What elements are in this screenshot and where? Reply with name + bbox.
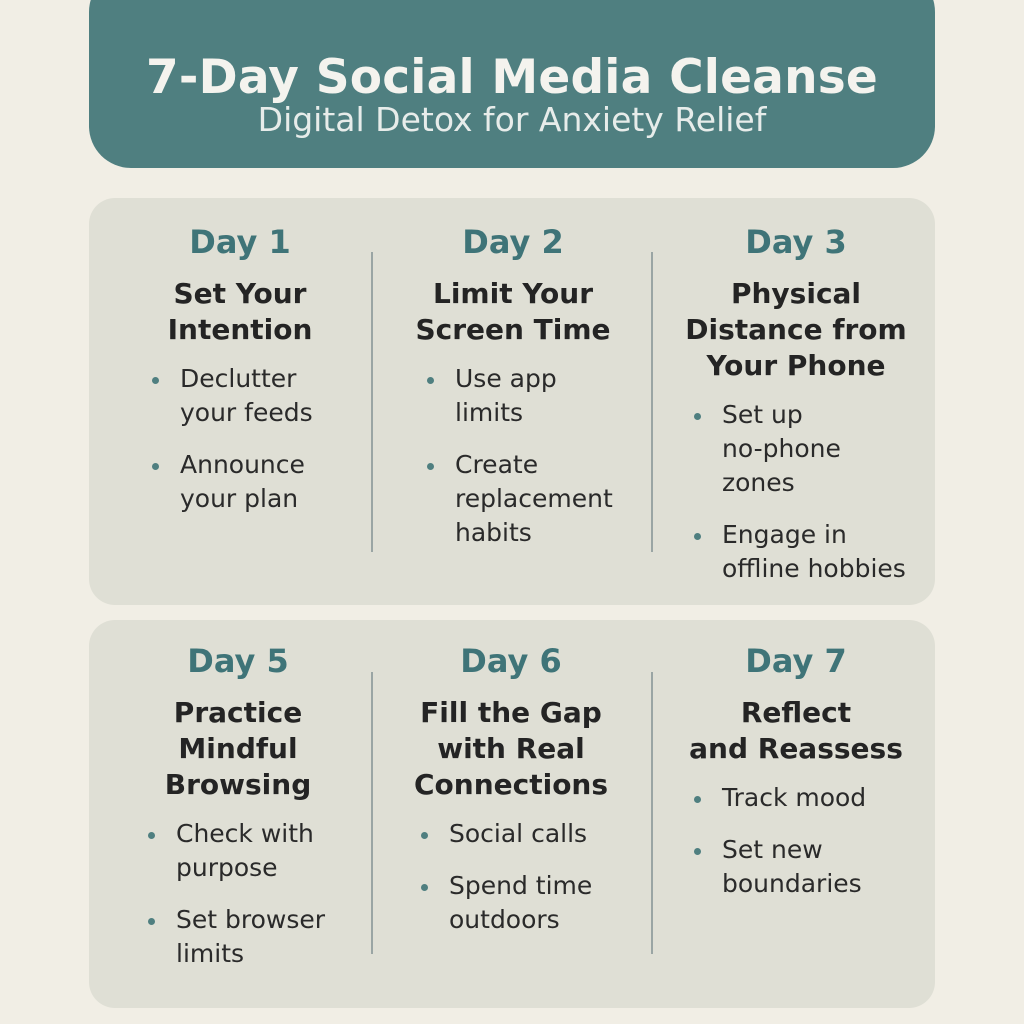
bullet-dot-icon	[421, 884, 428, 891]
list-item-line: outdoors	[449, 905, 560, 934]
list-item	[146, 817, 368, 885]
heading-line: Your Phone	[706, 349, 886, 382]
list-item-line: your plan	[180, 484, 299, 513]
list-item-line: Announce	[180, 450, 305, 479]
column-divider	[651, 252, 653, 552]
list-item-line: purpose	[176, 853, 278, 882]
list-item-line: Set up	[722, 400, 803, 429]
heading-line: Fill the Gap	[420, 696, 602, 729]
day-card	[664, 641, 928, 919]
list-item-line: replacement	[455, 484, 613, 513]
bullet-dot-icon	[152, 463, 159, 470]
list-item-line: Spend time	[449, 871, 593, 900]
heading-line: Mindful	[178, 732, 298, 765]
bullet-list	[150, 362, 370, 516]
bullet-list	[425, 362, 643, 550]
bullet-dot-icon	[421, 832, 428, 839]
list-item-line: Engage in	[722, 520, 847, 549]
day-label: Day 7	[745, 642, 847, 680]
bullet-list	[692, 398, 930, 586]
heading-line: Connections	[413, 768, 609, 801]
list-item-line: no-phone	[722, 434, 841, 463]
list-item	[425, 362, 643, 430]
heading-line: Physical	[730, 277, 862, 310]
bullet-dot-icon	[152, 377, 159, 384]
heading-line: Set Your	[173, 277, 307, 310]
bullet-dot-icon	[694, 533, 701, 540]
list-item	[692, 518, 930, 586]
day-card	[383, 222, 643, 568]
page-title: 7-Day Social Media Cleanse	[146, 50, 878, 105]
list-item-line: limits	[176, 939, 245, 968]
list-item-line: Check with	[176, 819, 314, 848]
page-subtitle: Digital Detox for Anxiety Relief	[257, 100, 767, 139]
list-item	[146, 903, 368, 971]
bullet-dot-icon	[694, 796, 701, 803]
day-label: Day 3	[745, 223, 847, 261]
list-item	[692, 833, 928, 901]
list-item	[419, 817, 641, 851]
day-heading	[108, 695, 368, 803]
list-item-line: Set new	[722, 835, 823, 864]
heading-line: Screen Time	[415, 313, 611, 346]
day-card	[381, 641, 641, 955]
list-item	[150, 362, 370, 430]
bullet-dot-icon	[148, 918, 155, 925]
header-banner	[89, 0, 935, 168]
list-item	[692, 398, 930, 500]
list-item-line: Social calls	[449, 819, 588, 848]
list-item-line: Use app	[455, 364, 557, 393]
heading-line: Practice	[173, 696, 303, 729]
day-heading	[662, 276, 930, 384]
bullet-list	[419, 817, 641, 937]
list-item	[692, 781, 928, 815]
list-item-line: boundaries	[722, 869, 862, 898]
column-divider	[371, 252, 373, 552]
heading-line: Reflect	[740, 696, 852, 729]
bullet-dot-icon	[427, 463, 434, 470]
heading-line: and Reassess	[689, 732, 903, 765]
day-heading	[110, 276, 370, 348]
day-label: Day 5	[187, 642, 289, 680]
bullet-dot-icon	[694, 848, 701, 855]
heading-line: Browsing	[164, 768, 312, 801]
heading-line: Limit Your	[432, 277, 594, 310]
list-item-line: Declutter	[180, 364, 297, 393]
bullet-dot-icon	[148, 832, 155, 839]
list-item	[425, 448, 643, 550]
bullet-dot-icon	[694, 413, 701, 420]
list-item-line: Set browser	[176, 905, 326, 934]
list-item-line: your feeds	[180, 398, 313, 427]
bullet-dot-icon	[427, 377, 434, 384]
list-item-line: zones	[722, 468, 795, 497]
day-label: Day 2	[462, 223, 564, 261]
day-heading	[383, 276, 643, 348]
column-divider	[651, 672, 653, 954]
bullet-list	[146, 817, 368, 971]
day-label: Day 1	[189, 223, 291, 261]
bullet-list	[692, 781, 928, 901]
day-label: Day 6	[460, 642, 562, 680]
list-item-line: habits	[455, 518, 532, 547]
heading-line: Distance from	[685, 313, 907, 346]
day-heading	[664, 695, 928, 767]
heading-line: with Real	[437, 732, 585, 765]
day-card	[108, 641, 368, 989]
list-item-line: Track mood	[722, 783, 867, 812]
column-divider	[371, 672, 373, 954]
day-card	[662, 222, 930, 604]
day-card	[110, 222, 370, 534]
day-heading	[381, 695, 641, 803]
heading-line: Intention	[167, 313, 313, 346]
list-item-line: limits	[455, 398, 524, 427]
list-item-line: offline hobbies	[722, 554, 906, 583]
list-item	[150, 448, 370, 516]
list-item-line: Create	[455, 450, 539, 479]
list-item	[419, 869, 641, 937]
